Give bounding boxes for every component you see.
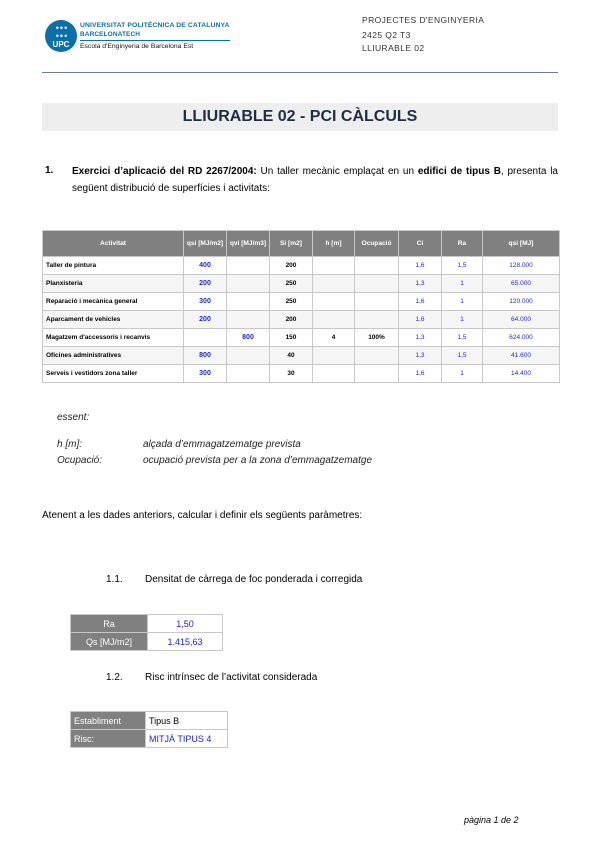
cell-qvi bbox=[227, 275, 270, 293]
exercise-statement bbox=[72, 163, 558, 197]
ra-value: 1,50 bbox=[148, 615, 223, 633]
university-subname: BARCELONATECH bbox=[80, 31, 141, 38]
cell-qsi: 300 bbox=[184, 293, 227, 311]
instructions-paragraph: Atenent a les dades anteriors, calcular i definir els següents paràmetres: bbox=[42, 510, 363, 521]
logo-divider bbox=[80, 40, 230, 41]
establishment-label: Establiment bbox=[71, 712, 146, 730]
cell-ci: 1,3 bbox=[399, 329, 442, 347]
cell-si: 30 bbox=[270, 365, 313, 383]
col-header: qsi [MJ/m2] bbox=[184, 231, 227, 257]
table-row bbox=[71, 633, 223, 651]
cell-si: 200 bbox=[270, 311, 313, 329]
cell-ra: 1 bbox=[442, 365, 483, 383]
cell-q: 65.000 bbox=[483, 275, 560, 293]
table-header-row bbox=[43, 231, 560, 257]
note-h-label: h [m]: bbox=[57, 439, 83, 450]
cell-si: 250 bbox=[270, 293, 313, 311]
table-row bbox=[43, 365, 560, 383]
cell-q: 14.400 bbox=[483, 365, 560, 383]
table-row bbox=[71, 615, 223, 633]
cell-si: 40 bbox=[270, 347, 313, 365]
logo-text: UPC bbox=[52, 40, 70, 49]
cell-q: 120.000 bbox=[483, 293, 560, 311]
section-1-1-number: 1.1. bbox=[106, 574, 123, 585]
cell-ocupacio bbox=[355, 365, 399, 383]
establishment-value: Tipus B bbox=[146, 712, 228, 730]
exercise-text-mid: Un taller mecànic emplaçat en un bbox=[256, 166, 418, 177]
risk-label: Risc: bbox=[71, 730, 146, 748]
cell-ra: 1,5 bbox=[442, 329, 483, 347]
table-row bbox=[43, 329, 560, 347]
cell-activitat: Planxisteria bbox=[43, 275, 184, 293]
cell-qsi: 200 bbox=[184, 311, 227, 329]
col-header: Ci bbox=[399, 231, 442, 257]
cell-h bbox=[313, 365, 355, 383]
table-row bbox=[43, 257, 560, 275]
cell-activitat: Taller de pintura bbox=[43, 257, 184, 275]
cell-ci: 1,6 bbox=[399, 293, 442, 311]
cell-ocupacio bbox=[355, 275, 399, 293]
cell-ocupacio bbox=[355, 311, 399, 329]
cell-activitat: Reparació i mecànica general bbox=[43, 293, 184, 311]
activities-table bbox=[42, 230, 560, 383]
cell-ci: 1,6 bbox=[399, 365, 442, 383]
cell-si: 150 bbox=[270, 329, 313, 347]
col-header: Activitat bbox=[43, 231, 184, 257]
section-1-2-title: Risc intrínsec de l’activitat considerada bbox=[145, 672, 318, 683]
cell-h: 4 bbox=[313, 329, 355, 347]
cell-si: 250 bbox=[270, 275, 313, 293]
risk-table bbox=[70, 711, 228, 748]
cell-ra: 1,5 bbox=[442, 257, 483, 275]
section-1-2-number: 1.2. bbox=[106, 672, 123, 683]
university-name: UNIVERSITAT POLITÈCNICA DE CATALUNYA bbox=[80, 22, 230, 29]
deliverable-id: LLIURABLE 02 bbox=[362, 43, 425, 53]
cell-ra: 1 bbox=[442, 293, 483, 311]
fire-load-table bbox=[70, 614, 223, 651]
cell-qvi bbox=[227, 347, 270, 365]
col-header: Ocupació bbox=[355, 231, 399, 257]
cell-ra: 1,5 bbox=[442, 347, 483, 365]
cell-ci: 1,3 bbox=[399, 275, 442, 293]
cell-h bbox=[313, 293, 355, 311]
cell-qsi: 300 bbox=[184, 365, 227, 383]
cell-q: 128.000 bbox=[483, 257, 560, 275]
cell-ocupacio bbox=[355, 347, 399, 365]
school-name: Escola d'Enginyeria de Barcelona Est bbox=[80, 43, 194, 50]
title-band bbox=[42, 103, 558, 131]
cell-si: 200 bbox=[270, 257, 313, 275]
cell-h bbox=[313, 311, 355, 329]
note-ocup-label: Ocupació: bbox=[57, 455, 103, 466]
logo-dots-icon: ••• ••• bbox=[55, 23, 69, 41]
cell-h bbox=[313, 257, 355, 275]
cell-qvi: 800 bbox=[227, 329, 270, 347]
cell-ra: 1 bbox=[442, 275, 483, 293]
header-divider bbox=[42, 72, 558, 73]
page-number: pàgina 1 de 2 bbox=[464, 815, 519, 825]
cell-qvi bbox=[227, 257, 270, 275]
table-row bbox=[71, 712, 228, 730]
qs-value: 1.415,63 bbox=[148, 633, 223, 651]
section-1-1-title: Densitat de càrrega de foc ponderada i corregida bbox=[145, 574, 363, 585]
risk-value: MITJÀ TIPUS 4 bbox=[146, 730, 228, 748]
cell-activitat: Serveis i vestidors zona taller bbox=[43, 365, 184, 383]
cell-q: 64.000 bbox=[483, 311, 560, 329]
note-ocup-desc: ocupació prevista per a la zona d’emmagatzematge bbox=[143, 455, 373, 466]
qs-label: Qs [MJ/m2] bbox=[71, 633, 148, 651]
col-header: Ra bbox=[442, 231, 483, 257]
cell-qsi bbox=[184, 329, 227, 347]
cell-activitat: Magatzem d'accessoris i recanvis bbox=[43, 329, 184, 347]
note-intro: essent: bbox=[57, 412, 90, 423]
cell-h bbox=[313, 275, 355, 293]
cell-ra: 1 bbox=[442, 311, 483, 329]
cell-q: 41.600 bbox=[483, 347, 560, 365]
table-row bbox=[43, 293, 560, 311]
table-row bbox=[71, 730, 228, 748]
cell-ocupacio bbox=[355, 293, 399, 311]
cell-q: 624.000 bbox=[483, 329, 560, 347]
page-title: LLIURABLE 02 - PCI CÀLCULS bbox=[182, 108, 418, 125]
cell-qvi bbox=[227, 311, 270, 329]
ra-label: Ra bbox=[71, 615, 148, 633]
cell-h bbox=[313, 347, 355, 365]
cell-ocupacio bbox=[355, 257, 399, 275]
cell-activitat: Oficines administratives bbox=[43, 347, 184, 365]
col-header: Si [m2] bbox=[270, 231, 313, 257]
cell-qsi: 200 bbox=[184, 275, 227, 293]
cell-qsi: 400 bbox=[184, 257, 227, 275]
col-header: qsi [MJ] bbox=[483, 231, 560, 257]
col-header: h [m] bbox=[313, 231, 355, 257]
exercise-lead: Exercici d’aplicació del RD 2267/2004: bbox=[72, 166, 257, 177]
col-header: qvi [MJ/m3] bbox=[227, 231, 270, 257]
note-h-desc: alçada d’emmagatzematge prevista bbox=[143, 439, 301, 450]
exercise-building-type: edifici de tipus B bbox=[417, 166, 501, 177]
table-row bbox=[43, 347, 560, 365]
table-row bbox=[43, 311, 560, 329]
course-name: PROJECTES D'ENGINYERIA bbox=[362, 15, 485, 25]
course-term: 2425 Q2 T3 bbox=[362, 30, 411, 40]
exercise-text-end: , presenta la següent distribució de superfícies i activitats: bbox=[72, 166, 558, 194]
cell-qvi bbox=[227, 365, 270, 383]
table-row bbox=[43, 275, 560, 293]
cell-activitat: Aparcament de vehicles bbox=[43, 311, 184, 329]
cell-ci: 1,6 bbox=[399, 311, 442, 329]
cell-ci: 1,3 bbox=[399, 347, 442, 365]
cell-qvi bbox=[227, 293, 270, 311]
exercise-number: 1. bbox=[45, 165, 54, 176]
cell-ci: 1,6 bbox=[399, 257, 442, 275]
cell-qsi: 800 bbox=[184, 347, 227, 365]
cell-ocupacio: 100% bbox=[355, 329, 399, 347]
